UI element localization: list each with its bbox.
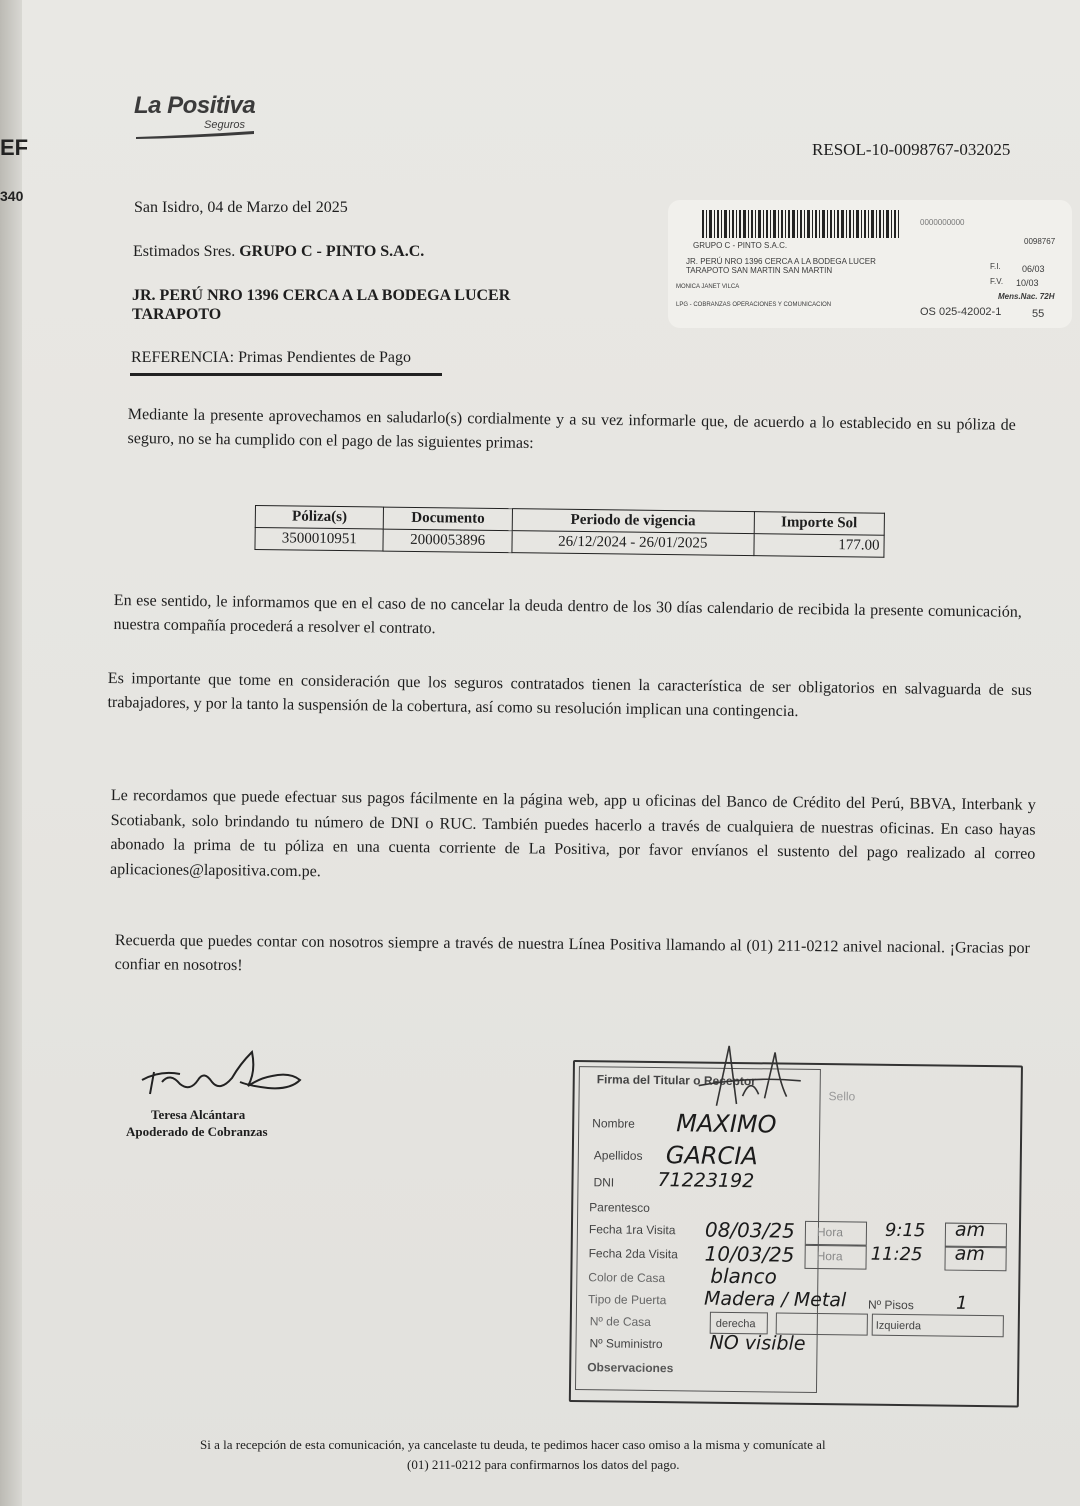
label-fv-value: 10/03	[1016, 278, 1039, 288]
stamp-hora2-value: 11:25	[870, 1243, 923, 1266]
paragraph-importance: Es importante que tome en consideración que los seguros contratados tienen la característica de ser obligatorios en salvaguarda de sus trabajadores, y por la tanto la suspensión de la cobertura, así como su resolución implican una contingencia.	[107, 669, 1032, 721]
reference-underline	[130, 373, 442, 376]
cell-periodo: 26/12/2024 - 26/01/2025	[512, 531, 754, 556]
stamp-nombre-label: Nombre	[592, 1116, 635, 1131]
stamp-apellidos-value: GARCIA	[665, 1141, 758, 1171]
reference-text: Primas Pendientes de Pago	[238, 349, 411, 366]
label-address-1: JR. PERÚ NRO 1396 CERCA A LA BODEGA LUCER	[686, 257, 876, 266]
stamp-izquierda-label: Izquierda	[875, 1319, 922, 1333]
reference	[131, 349, 411, 367]
stamp-hora1-value: 9:15	[884, 1219, 926, 1242]
stamp-pisos-label: Nº Pisos	[867, 1297, 914, 1313]
adjacent-page-edge	[0, 0, 22, 1506]
footer-line-1: Si a la recepción de esta comunicación, ya cancelaste tu deuda, te pedimos hacer caso omiso a la misma y comunícate al	[200, 1437, 826, 1452]
stamp-hora1-label: Hora	[816, 1224, 844, 1240]
reception-stamp	[569, 1060, 1023, 1405]
stamp-puerta-label: Tipo de Puerta	[587, 1292, 667, 1308]
label-ref-number: 0098767	[1024, 237, 1056, 246]
cell-poliza: 3500010951	[255, 528, 384, 552]
header-documento: Documento	[384, 507, 513, 531]
stamp-dni-label: DNI	[593, 1175, 615, 1190]
stamp-visita2-label: Fecha 2da Visita	[588, 1246, 678, 1262]
label-department: LPG - COBRANZAS OPERACIONES Y COMUNICACION	[676, 302, 832, 308]
signer-name: Teresa Alcántara	[151, 1107, 246, 1122]
header-periodo: Periodo de vigencia	[512, 509, 754, 534]
footer-line-2: (01) 211-0212 para confirmarnos los datos del pago.	[407, 1457, 680, 1472]
header-poliza: Póliza(s)	[255, 506, 384, 530]
cell-importe: 177.00	[754, 534, 885, 558]
company-logo	[134, 92, 256, 131]
recipient-name: GRUPO C - PINTO S.A.C.	[239, 243, 425, 260]
stamp-color-value: blanco	[710, 1263, 777, 1289]
greeting-prefix: Estimados Sres.	[133, 243, 236, 260]
header-importe: Importe Sol	[754, 512, 885, 536]
signer-title: Apoderado de Cobranzas	[126, 1124, 268, 1139]
logo-sub: Seguros	[204, 119, 245, 131]
intro-paragraph: Mediante la presente aprovechamos en saludarlo(s) cordialmente y a su vez informarle que, de acuerdo a lo establecido en su póliza de seguro, no se ha cumplido con el pago de las siguientes primas:	[127, 405, 1016, 452]
label-fi-value: 06/03	[1022, 264, 1045, 274]
stamp-pisos-value: 1	[955, 1292, 968, 1314]
stamp-suministro-label: Nº Suministro	[589, 1336, 663, 1352]
label-os-code: OS 025-42002-1	[920, 306, 1002, 318]
label-fv-label: F.V.	[990, 277, 1004, 286]
reference-label: REFERENCIA:	[131, 349, 235, 366]
stamp-firma-label: Firma del Titular o Receptor	[596, 1072, 756, 1089]
edge-fragment-top: EF	[0, 135, 29, 160]
stamp-parentesco-label: Parentesco	[589, 1200, 650, 1215]
stamp-visita1-value: 08/03/25	[704, 1217, 795, 1243]
stamp-ncasa-label: Nº de Casa	[589, 1314, 651, 1329]
address-line-1: JR. PERÚ NRO 1396 CERCA A LA BODEGA LUCER	[132, 287, 511, 304]
stamp-hora2-label: Hora	[816, 1248, 843, 1264]
stamp-ampm1-value: am	[954, 1218, 986, 1242]
stamp-visita2-value: 10/03/25	[704, 1241, 795, 1267]
resolution-code: RESOL-10-0098767-032025	[812, 140, 1011, 159]
stamp-nombre-value: MAXIMO	[676, 1109, 777, 1139]
stamp-apellidos-label: Apellidos	[593, 1148, 643, 1163]
cell-documento: 2000053896	[383, 529, 512, 553]
receiver-signature-icon	[688, 1035, 809, 1116]
stamp-suministro-value: NO visible	[709, 1331, 806, 1355]
label-address-2: TARAPOTO SAN MARTIN SAN MARTIN	[686, 266, 833, 275]
label-company: GRUPO C - PINTO S.A.C.	[693, 241, 788, 250]
paragraph-payment-options: Le recordamos que puede efectuar sus pagos fácilmente en la página web, app u oficinas del Banco de Crédito del Perú, BBVA, Interbank y Scotiabank, solo brindando tu número de DNI o RUC. También puedes hacerlo a través de cualquiera de nuestras oficinas. En caso hayas abonado la prima de tu póliza en una cuenta corriente de La Positiva, por favor envíanos el sustento del pago realizado al correo aplicaciones@lapositiva.com.pe.	[110, 786, 1036, 880]
place-date: San Isidro, 04 de Marzo del 2025	[134, 199, 348, 216]
barcode-icon	[702, 210, 902, 238]
signature-icon	[140, 1042, 310, 1102]
greeting	[133, 243, 424, 261]
stamp-color-label: Color de Casa	[588, 1270, 666, 1286]
paragraph-contact-line: Recuerda que puedes contar con nosotros siempre a través de nuestra Línea Positiva llamando al (01) 211-0212 anivel nacional. ¡Gracias por confiar en nosotros!	[114, 931, 1030, 975]
logo-swoosh-icon	[136, 130, 254, 139]
address-line-2: TARAPOTO	[132, 306, 222, 323]
stamp-derecha-label: derecha	[715, 1317, 756, 1331]
stamp-dni-value: 71223192	[657, 1169, 755, 1193]
paragraph-notice: En ese sentido, le informamos que en el caso de no cancelar la deuda dentro de los 30 días calendario de recibida la presente comunicación, nuestra compañía procederá a resolver el contrato.	[113, 591, 1022, 638]
label-contact: MONICA JANET VILCA	[676, 284, 740, 290]
stamp-observaciones-label: Observaciones	[587, 1360, 674, 1376]
label-barcode-number: 0000000000	[920, 218, 965, 227]
stamp-puerta-value: Madera / Metal	[703, 1287, 847, 1312]
logo-brand: La Positiva	[134, 92, 256, 119]
delivery-label	[668, 200, 1072, 328]
pending-premiums-table	[254, 505, 885, 558]
label-fi-label: F.I.	[990, 262, 1001, 271]
edge-fragment-bottom: 340	[0, 188, 24, 204]
stamp-ampm2-value: am	[954, 1242, 985, 1266]
label-message: Mens.Nac. 72H	[998, 292, 1055, 301]
stamp-sello-label: Sello	[828, 1089, 856, 1104]
label-os-number: 55	[1032, 308, 1045, 320]
stamp-visita1-label: Fecha 1ra Visita	[588, 1222, 676, 1238]
